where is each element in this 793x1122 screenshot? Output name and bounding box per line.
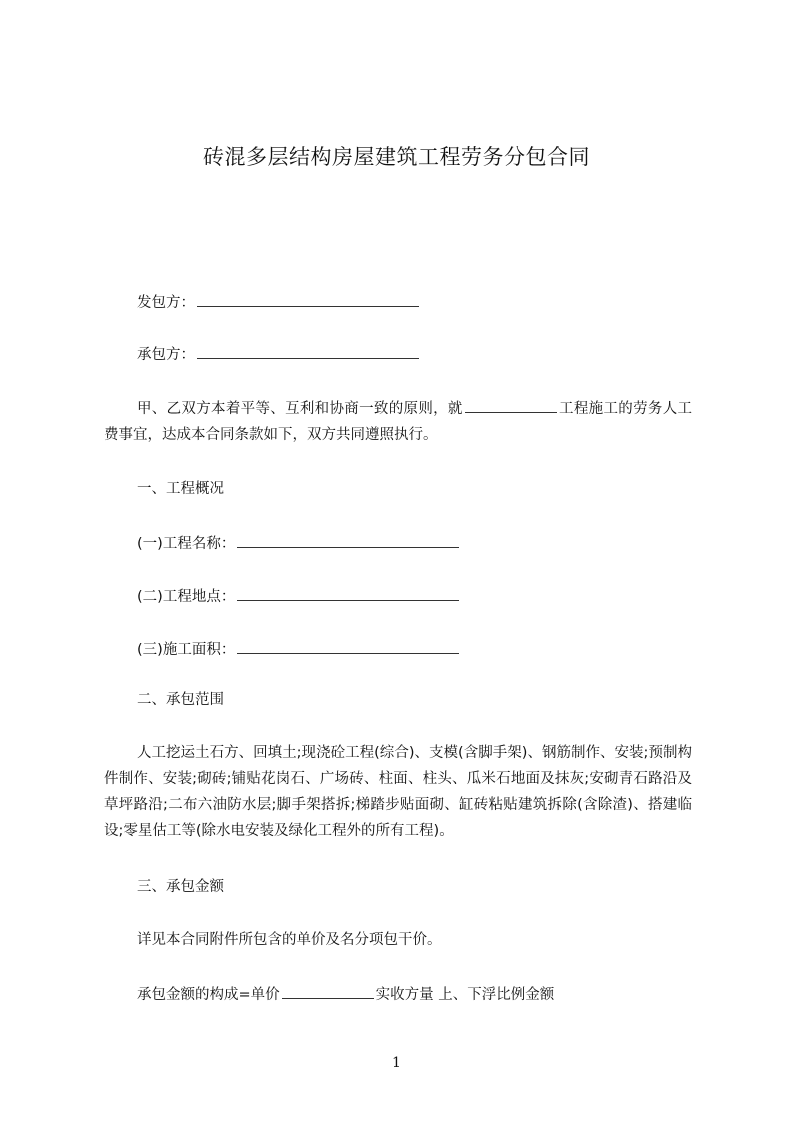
project-location-line: [137, 585, 459, 607]
intro-text-before: 甲、乙双方本着平等、互利和协商一致的原则，就: [137, 401, 463, 417]
construction-area-line: [137, 638, 459, 660]
formula-text-before: 承包金额的构成=单价: [137, 987, 280, 1003]
construction-area-blank: [237, 638, 459, 654]
unit-price-blank: [282, 983, 374, 999]
section3-heading: 三、承包金额: [137, 879, 224, 895]
intro-text-after: 工程施工的劳务人工费事宜，达成本合同条款如下，双方共同遵照执行。: [104, 401, 693, 443]
scope-paragraph: 人工挖运土石方、回填土;现浇砼工程(综合)、支模(含脚手架)、钢筋制作、安装;预制构件制作、安装;砌砖;铺贴花岗石、广场砖、柱面、柱头、瓜米石地面及抹灰;安砌青石路沿及草坪路沿;二布六油防水层;脚手架搭拆;梯踏步贴面砌、缸砖粘贴建筑拆除(含除渣)、搭建临设;零星估工等(除水电安装及绿化工程外的所有工程)。: [104, 745, 692, 839]
project-blank: [465, 397, 557, 413]
party-a-blank: [197, 291, 419, 307]
project-location-blank: [237, 585, 459, 601]
formula-text-after: 实收方量 上、下浮比例金额: [375, 987, 555, 1003]
party-b-blank: [197, 343, 419, 359]
project-name-label: (一)工程名称：: [137, 536, 236, 552]
price-formula-line: [137, 983, 554, 1005]
project-location-label: (二)工程地点：: [137, 589, 236, 605]
party-b-line: [137, 343, 419, 365]
section1-heading: 一、工程概况: [137, 481, 224, 497]
price-detail-line: 详见本合同附件所包含的单价及名分项包干价。: [137, 932, 442, 948]
intro-paragraph: [104, 396, 692, 448]
section2-heading: 二、承包范围: [137, 692, 224, 708]
party-a-label: 发包方：: [137, 295, 195, 311]
page-number: 1: [392, 1055, 401, 1071]
party-a-line: [137, 291, 419, 313]
construction-area-label: (三)施工面积：: [137, 642, 236, 658]
document-title: 砖混多层结构房屋建筑工程劳务分包合同: [203, 145, 590, 169]
project-name-line: [137, 532, 459, 554]
party-b-label: 承包方：: [137, 347, 195, 363]
project-name-blank: [237, 532, 459, 548]
